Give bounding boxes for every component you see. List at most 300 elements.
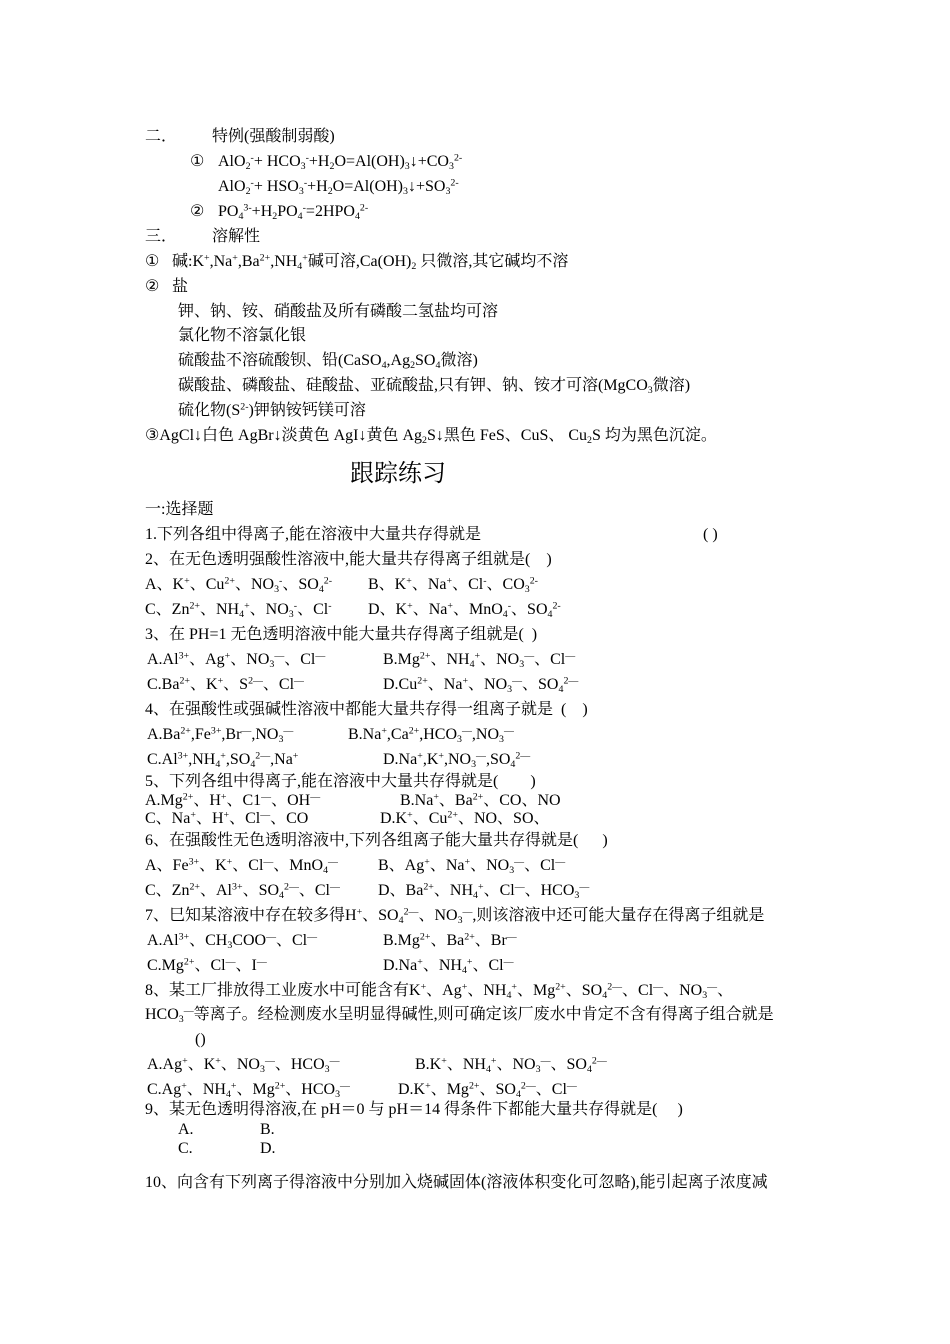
text-run: ,Ag (386, 352, 411, 369)
superscript: + (232, 252, 238, 264)
subscript: 3 (519, 658, 525, 670)
question-7-option-c (147, 956, 267, 976)
text-run: 、Cl (284, 651, 316, 668)
superscript: — (241, 725, 252, 737)
superscript: + (381, 725, 387, 737)
superscript: 3+ (210, 725, 222, 737)
question-7-option-b (383, 931, 517, 951)
text-run: ,HCO (419, 726, 458, 743)
text-run: 、CO、NO (483, 792, 561, 809)
superscript: 2+ (183, 956, 195, 968)
text-run: A.Al (147, 651, 179, 668)
question-7-option-d (383, 956, 514, 976)
text-run: ,K (422, 751, 439, 768)
text-run: D.Cu (383, 676, 418, 693)
text-run: D.K (380, 810, 408, 827)
superscript: + (226, 856, 233, 868)
text-run: 、NH (186, 1081, 226, 1098)
superscript: + (190, 809, 196, 821)
superscript: 2+ (179, 675, 190, 687)
text-run: O=Al(OH) (332, 178, 403, 195)
text-run: 、SO (565, 982, 603, 999)
superscript: + (181, 1080, 187, 1092)
superscript: 2+ (464, 931, 475, 943)
text-run: S↓黑色 FeS、CuS、 Cu (426, 427, 588, 444)
superscript: + (302, 252, 308, 264)
subscript: 4 (558, 683, 564, 695)
subscript: 4 (473, 889, 478, 901)
superscript: — (183, 1005, 194, 1017)
question-8-option-c (147, 1080, 350, 1100)
question-4-stem: 4、在强酸性或强碱性溶液中都能大量共存得一组离子就是 ( ) (145, 701, 588, 718)
text-run: B.Mg (383, 651, 420, 668)
superscript: 2- (240, 401, 249, 413)
case2-equation-1 (218, 202, 368, 222)
text-run: S 均为黑色沉淀。 (591, 427, 717, 444)
subscript: 3 (298, 185, 304, 197)
text-run: 、Ba (430, 932, 465, 949)
text-run: 、NH (433, 882, 474, 899)
text-run: 、S (223, 676, 249, 693)
superscript: + (292, 750, 299, 762)
subscript: 2 (329, 160, 335, 172)
superscript: — (462, 906, 473, 918)
superscript: 2+ (189, 600, 200, 612)
subscript: 3 (445, 185, 451, 197)
text-run: 、H (195, 810, 224, 827)
text-run: 、Cl (297, 601, 329, 618)
question-4-option-c (147, 750, 298, 770)
subscript: 2 (245, 185, 251, 197)
superscript: + (446, 575, 453, 587)
superscript: — (540, 1055, 551, 1067)
text-run: ,Na (209, 253, 233, 270)
text-run: +H (308, 153, 330, 170)
superscript: 2+ (423, 881, 434, 893)
superscript: + (230, 1080, 237, 1092)
text-run: PO (277, 203, 298, 220)
subscript: 4 (297, 260, 303, 272)
text-run: C.Al (147, 751, 178, 768)
text-run: ,Ba (237, 253, 260, 270)
subscript: 3 (335, 1088, 341, 1100)
text-run: ,NH (188, 751, 216, 768)
text-run: ,NO (251, 726, 279, 743)
text-run: 碱可溶,Ca(OH) (307, 253, 412, 270)
superscript: 2+ (555, 981, 566, 993)
superscript: - (302, 202, 306, 214)
superscript: + (447, 600, 453, 612)
text-run: 、NH (446, 1056, 486, 1073)
text-run: C.Mg (147, 957, 184, 974)
subscript: 3 (324, 1063, 330, 1075)
section-number-solubility: 三． (145, 228, 178, 245)
text-run: 7、巳知某溶液中存在较多得H (145, 907, 357, 924)
section-heading-solubility: 溶解性 (212, 228, 261, 245)
superscript: 2— (283, 881, 299, 893)
salt-rule (178, 326, 306, 346)
superscript: 3+ (232, 881, 243, 893)
text-run: 、SO (522, 676, 559, 693)
question-8-option-d (398, 1080, 577, 1100)
superscript: — (315, 650, 326, 662)
superscript: + (511, 981, 517, 993)
superscript: 2+ (189, 881, 200, 893)
superscript: + (244, 600, 250, 612)
subscript: 3 (471, 758, 477, 770)
superscript: + (464, 856, 471, 868)
text-run: 钾、钠、铵、硝酸盐及所有磷酸二氢盐均可溶 (178, 303, 499, 320)
text-run: 、NO (470, 857, 510, 874)
subscript: 4 (354, 210, 360, 222)
superscript: — (579, 881, 590, 893)
superscript: — (260, 809, 271, 821)
text-run: 、HCO (274, 1056, 325, 1073)
question-6-stem: 6、在强酸性无色透明溶液中,下列各组离子能大量共存得就是( ) (145, 832, 608, 849)
text-run: 微溶) (440, 352, 478, 369)
superscript: + (406, 575, 412, 587)
superscript: - (328, 600, 332, 612)
text-run: A.Ba (147, 726, 181, 743)
superscript: + (204, 252, 210, 264)
superscript: 2- (552, 600, 561, 612)
question-7-stem (145, 906, 764, 926)
superscript: — (274, 650, 285, 662)
text-run: )钾钠铵钙镁可溶 (248, 402, 366, 419)
text-run: 、Mg (430, 1081, 469, 1098)
text-run: 、Na (411, 576, 447, 593)
superscript: — (266, 931, 276, 943)
superscript: — (329, 1055, 340, 1067)
subscript: 4 (461, 964, 467, 976)
text-run: 、Cl (232, 857, 264, 874)
superscript: 2— (403, 906, 419, 918)
text-run: ,SO (485, 751, 511, 768)
text-run: 硫化物(S (178, 402, 241, 419)
superscript: 2- (529, 575, 538, 587)
text-run: D.K (398, 1081, 426, 1098)
superscript: + (224, 650, 231, 662)
text-run: 、I (235, 957, 257, 974)
question-3-option-d (383, 675, 578, 695)
text-run: PO (218, 203, 239, 220)
text-run: 、NO (230, 651, 270, 668)
text-run: B.Mg (383, 932, 420, 949)
question-2-option-a (145, 575, 332, 595)
text-run: 、Cl (622, 982, 654, 999)
superscript: + (184, 575, 190, 587)
question-5-option-b (400, 791, 561, 811)
question-7-option-a (147, 931, 317, 951)
text-run: 、 (717, 982, 734, 999)
text-run: HCO (145, 1006, 179, 1023)
question-6-option-a (145, 856, 338, 876)
subscript: 4 (515, 1088, 521, 1100)
text-run: A、Fe (145, 857, 189, 874)
subscript: 3 (702, 989, 708, 1001)
text-run: ↓+SO (407, 178, 446, 195)
text-run: 、NO (220, 1056, 260, 1073)
superscript: — (264, 1055, 275, 1067)
subscript: 3 (499, 733, 504, 745)
question-5-option-c (145, 809, 308, 829)
question-2-stem: 2、在无色透明强酸性溶液中,能大量共存得离子组就是( ) (145, 551, 552, 568)
superscript: 2- (450, 177, 459, 189)
text-run: C.Ag (147, 1081, 182, 1098)
superscript: + (424, 856, 430, 868)
question-5-option-d (380, 809, 550, 829)
subscript: 4 (469, 658, 475, 670)
text-run: ,NH (270, 253, 298, 270)
text-run: 、OH (271, 792, 311, 809)
superscript: + (425, 1080, 431, 1092)
text-run: 、NH (200, 601, 240, 618)
text-run: 、NO (249, 601, 289, 618)
text-run: 、Na (427, 676, 463, 693)
subscript: 3 (178, 1013, 184, 1025)
superscript: 2- (359, 202, 369, 214)
text-run: 、Cl (229, 810, 261, 827)
text-run: 、NO、SO、 (457, 810, 550, 827)
superscript: 2- (323, 575, 333, 587)
text-run: ,NO (471, 726, 499, 743)
superscript: + (474, 650, 481, 662)
subscript: 3 (288, 608, 294, 620)
superscript: + (407, 600, 413, 612)
subscript: 3 (457, 914, 463, 926)
superscript: 2+ (180, 725, 191, 737)
subscript: 3 (535, 1063, 541, 1075)
subscript: 3 (457, 733, 462, 745)
salts-marker: ② (145, 278, 160, 295)
text-run: C、Na (145, 810, 191, 827)
question-8-option-b (415, 1055, 607, 1075)
text-run: 、Cl (524, 857, 556, 874)
superscript: — (328, 856, 338, 868)
superscript: 3+ (178, 650, 190, 662)
superscript: — (503, 725, 514, 737)
question-3-option-b (383, 650, 575, 670)
text-run: 、CH (189, 932, 228, 949)
text-run: 、Mg (236, 1081, 275, 1098)
text-run: 8、某工厂排放得工业废水中可能含有K (145, 982, 421, 999)
text-run: 等离子。经检测废水呈明显得碱性,则可确定该厂废水中肯定不含有得离子组合就是 (193, 1006, 774, 1023)
subscript: 2 (272, 210, 278, 222)
question-1-answer-bracket: ( ) (703, 526, 718, 543)
text-run: 、NO (418, 907, 458, 924)
superscript: — (263, 856, 274, 868)
subscript: 4 (547, 608, 553, 620)
text-run: 、Cl (535, 1081, 567, 1098)
text-run: 、Ag (426, 982, 462, 999)
superscript: + (433, 791, 439, 803)
superscript: - (250, 177, 254, 189)
text-run: D、K (368, 601, 408, 618)
superscript: - (303, 177, 308, 189)
section-number-special: 二． (145, 128, 178, 145)
text-run: 、Al (200, 882, 233, 899)
text-run: AlO (218, 178, 246, 195)
superscript: — (476, 750, 486, 762)
superscript: 2+ (224, 575, 235, 587)
subscript: 2 (410, 359, 416, 371)
subscript: 2 (587, 434, 592, 446)
subscript: 4 (485, 1063, 491, 1075)
question-3-option-a (147, 650, 325, 670)
text-run: 、Na (429, 857, 465, 874)
subscript: 4 (250, 758, 256, 770)
question-3-option-c (147, 675, 304, 695)
subscript: 3 (259, 1063, 265, 1075)
subscript: 4 (435, 359, 441, 371)
superscript: + (417, 750, 423, 762)
superscript: — (506, 931, 517, 943)
text-run: 、CO (486, 576, 525, 593)
text-run: 、CO (270, 810, 309, 827)
superscript: 2+ (468, 1080, 480, 1092)
superscript: — (283, 725, 294, 737)
superscript: — (524, 650, 535, 662)
text-run: 、Cl (298, 882, 330, 899)
text-run: 、HCO (524, 882, 575, 899)
superscript: - (305, 152, 309, 164)
text-run: 、C1 (226, 792, 262, 809)
bases-rule (172, 252, 568, 272)
text-run: A、K (145, 576, 185, 593)
superscript: — (307, 931, 318, 943)
superscript: 2+ (419, 650, 431, 662)
superscript: 2+ (274, 1080, 286, 1092)
subscript: 2 (411, 260, 417, 272)
text-run: 、HCO (285, 1081, 336, 1098)
superscript: - (293, 600, 298, 612)
text-run: B.Na (400, 792, 434, 809)
superscript: 2+ (408, 725, 420, 737)
text-run: 、Cl (534, 651, 566, 668)
superscript: + (220, 750, 226, 762)
question-3-stem: 3、在 PH=1 无色透明溶液中能大量共存得离子组就是( ) (145, 626, 538, 643)
exercises-title: 跟踪练习 (350, 461, 446, 487)
superscript: + (438, 750, 444, 762)
superscript: + (490, 1055, 497, 1067)
question-10-stem: 10、向含有下列离子得溶液中分别加入烧碱固体(溶液体积变化可忽略),能引起离子浓度减 (145, 1174, 768, 1191)
text-run: C、Zn (145, 882, 190, 899)
superscript: 3+ (178, 931, 190, 943)
text-run: C.Ba (147, 676, 180, 693)
question-6-option-c (145, 881, 340, 901)
superscript: + (182, 1055, 188, 1067)
superscript: - (279, 575, 283, 587)
text-run: + HCO (253, 153, 301, 170)
text-run: 、Cl (483, 882, 515, 899)
superscript: 2— (515, 750, 531, 762)
text-run: C、Zn (145, 601, 190, 618)
superscript: — (261, 791, 272, 803)
superscript: + (356, 906, 363, 918)
subscript: 4 (215, 758, 221, 770)
text-run: 、NO (496, 1056, 536, 1073)
text-run: 碱:K (172, 253, 205, 270)
text-run: + HSO (253, 178, 299, 195)
subscript: 4 (502, 608, 508, 620)
superscript: + (441, 1055, 447, 1067)
superscript: + (477, 881, 484, 893)
text-run: 、NH (467, 982, 507, 999)
text-run: =2HPO (305, 203, 355, 220)
text-run: 、NO (480, 651, 520, 668)
case2-marker: ② (190, 203, 205, 220)
text-run: +H (307, 178, 328, 195)
text-run: 、NO (663, 982, 703, 999)
subscript: 4 (506, 989, 512, 1001)
subscript: 4 (510, 758, 516, 770)
text-run: 、Cu (189, 576, 225, 593)
text-run: 、K (190, 676, 218, 693)
question-5-stem: 5、下列各组中得离子,能在溶液中大量共存得就是( ) (145, 773, 536, 790)
superscript: — (340, 1080, 350, 1092)
superscript: 3- (243, 202, 252, 214)
superscript: — (329, 881, 340, 893)
subscript: 2 (422, 434, 427, 446)
text-run: D.Na (383, 957, 418, 974)
superscript: + (462, 675, 469, 687)
superscript: + (466, 956, 473, 968)
superscript: + (220, 791, 227, 803)
text-run: ③AgCl↓白色 AgBr↓淡黄色 AgI↓黄色 Ag (145, 427, 423, 444)
subscript: 3 (448, 160, 454, 172)
superscript: - (250, 152, 254, 164)
text-run: 、NO (234, 576, 275, 593)
question-9-option-b: B. (260, 1121, 275, 1138)
superscript: + (215, 1055, 221, 1067)
subscript: 4 (398, 914, 404, 926)
text-run: 、SO (282, 576, 319, 593)
text-run: 碳酸盐、磷酸盐、硅酸盐、亚硫酸盐,只有钾、钠、铵才可溶(MgCO (178, 377, 648, 394)
text-run: ,Na (270, 751, 293, 768)
superscript: — (225, 956, 236, 968)
case1-marker: ① (190, 153, 205, 170)
text-run: 、NO (468, 676, 508, 693)
superscript: 2— (607, 981, 623, 993)
question-2-option-d (368, 600, 561, 620)
text-run: D、Ba (378, 882, 424, 899)
question-8-answer-bracket: () (195, 1031, 206, 1048)
text-run: 、SO (242, 882, 280, 899)
section-heading-special: 特例(强酸制弱酸) (212, 128, 335, 145)
question-9-option-d: D. (260, 1140, 276, 1157)
subscript: 3 (524, 583, 530, 595)
text-run: 、Ag (189, 651, 225, 668)
superscript: + (217, 675, 224, 687)
subscript: 3 (278, 733, 284, 745)
text-run: +H (251, 203, 273, 220)
subscript: 3 (574, 889, 580, 901)
text-run: ,NO (443, 751, 472, 768)
question-5-option-a (145, 791, 320, 811)
bases-marker: ① (145, 253, 160, 270)
text-run: 、K (187, 1056, 216, 1073)
case1-equation-1 (218, 152, 462, 172)
superscript: + (223, 809, 230, 821)
text-run: 硫酸盐不溶硫酸钡、铅(CaSO (178, 352, 382, 369)
text-run: 、Cl (262, 676, 295, 693)
text-run: O=Al(OH) (334, 153, 405, 170)
subscript: 3 (300, 160, 306, 172)
text-run: 、MnO (452, 601, 503, 618)
subscript: 3 (509, 864, 515, 876)
text-run: 、SO (550, 1056, 587, 1073)
subscript: 3 (274, 583, 280, 595)
